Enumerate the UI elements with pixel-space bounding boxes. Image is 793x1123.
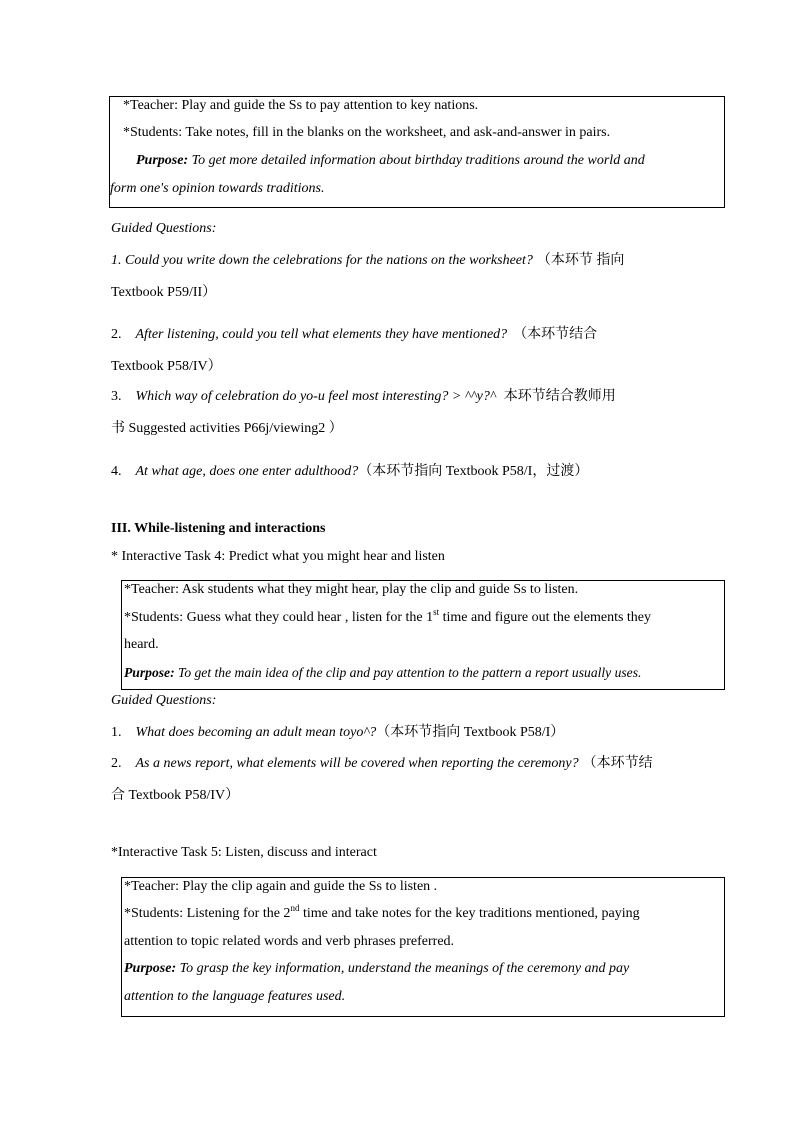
gq1-q4-text: At what age, does one enter adulthood? [135, 464, 359, 479]
gq1-q3 [111, 385, 616, 405]
box2-purpose-label: Purpose: [124, 665, 175, 680]
box2-students-cont: heard. [124, 637, 159, 652]
gq1-q1 [111, 249, 624, 269]
gq2-q1 [111, 721, 564, 741]
gq1-q2-cn: （本环节结合 [513, 327, 598, 342]
gq1-q3-ref: 书 Suggested activities P66j/viewing2 ） [111, 421, 343, 436]
gq1-q2-ref: Textbook P58/IV） [111, 359, 222, 374]
gq1-q4 [111, 460, 588, 480]
box2-students-text-2: time and figure out the elements they [439, 610, 652, 625]
gq2-q1-num: 1. [111, 725, 122, 740]
box3-purpose-text1: To grasp the key information, understand the meanings of the ceremony and pay [176, 961, 630, 976]
box3-teacher: *Teacher: Play the clip again and guide the Ss to listen . [124, 879, 438, 894]
box1-purpose-text1: To get more detailed information about birthday traditions around the world and [188, 153, 645, 168]
box3-purpose-line1 [124, 961, 629, 977]
gq1-q3-cn: 本环节结合教师用 [503, 389, 616, 404]
box2-students-text: *Students: Guess what they could hear , listen for the 1 [124, 610, 434, 625]
box2-teacher: *Teacher: Ask students what they might hear, play the clip and guide Ss to listen. [124, 582, 579, 597]
gq2-q1-text: What does becoming an adult mean toyo^? [135, 725, 377, 740]
guided-questions-heading-2: Guided Questions: [111, 693, 217, 708]
task-4-label: * Interactive Task 4: Predict what you might hear and listen [111, 549, 445, 564]
gq1-q1-text: 1. Could you write down the celebrations for the nations on the worksheet? [111, 253, 533, 268]
box3-students [124, 903, 640, 922]
task-5-label: *Interactive Task 5: Listen, discuss and interact [111, 845, 377, 860]
box1-purpose-line1 [136, 153, 645, 169]
box1-purpose-line2: form one's opinion towards traditions. [110, 181, 325, 196]
box3-purpose-label: Purpose: [124, 961, 177, 976]
box3-students-cont: attention to topic related words and verb phrases preferred. [124, 934, 455, 949]
gq1-q3-num: 3. [111, 389, 122, 404]
box3-students-text-2: time and take notes for the key traditions mentioned, paying [299, 906, 640, 921]
gq1-q3-text: Which way of celebration do yo-u feel most interesting? > ^^y?^ [135, 389, 496, 404]
box3-purpose-line2: attention to the language features used. [124, 989, 346, 1004]
gq2-q2-text: As a news report, what elements will be covered when reporting the ceremony? [135, 756, 579, 771]
guided-questions-heading-1: Guided Questions: [111, 221, 217, 236]
section-3-heading: III. While-listening and interactions [111, 521, 326, 536]
gq1-q1-ref: Textbook P59/II） [111, 285, 217, 300]
box2-purpose-text: To get the main idea of the clip and pay attention to the pattern a report usually uses. [174, 665, 642, 680]
gq1-q2-num: 2. [111, 327, 122, 342]
gq1-q1-cn: （本环节 指向 [536, 253, 625, 268]
gq1-q2 [111, 323, 597, 343]
box2-students [124, 607, 652, 626]
gq2-q2-num: 2. [111, 756, 122, 771]
box2-ordinal: st [433, 607, 440, 617]
box2-purpose [124, 665, 641, 681]
gq2-q1-cn: （本环节指向 Textbook P58/I） [376, 725, 565, 740]
box1-purpose-label: Purpose: [136, 153, 189, 168]
gq2-q2-cn: （本环节结 [582, 756, 653, 771]
gq2-q2 [111, 752, 653, 772]
box1-students: *Students: Take notes, fill in the blanks on the worksheet, and ask-and-answer in pairs. [123, 125, 611, 140]
gq2-q2-ref: 合 Textbook P58/IV） [111, 788, 240, 803]
gq1-q2-text: After listening, could you tell what elements they have mentioned? [135, 327, 508, 342]
gq1-q4-cn: （本环节指向 Textbook P58/I，过渡） [358, 464, 589, 479]
box3-ordinal: nd [290, 903, 300, 913]
box1-teacher: *Teacher: Play and guide the Ss to pay attention to key nations. [123, 98, 479, 113]
gq1-q4-num: 4. [111, 464, 122, 479]
box3-students-text: *Students: Listening for the 2 [124, 906, 291, 921]
